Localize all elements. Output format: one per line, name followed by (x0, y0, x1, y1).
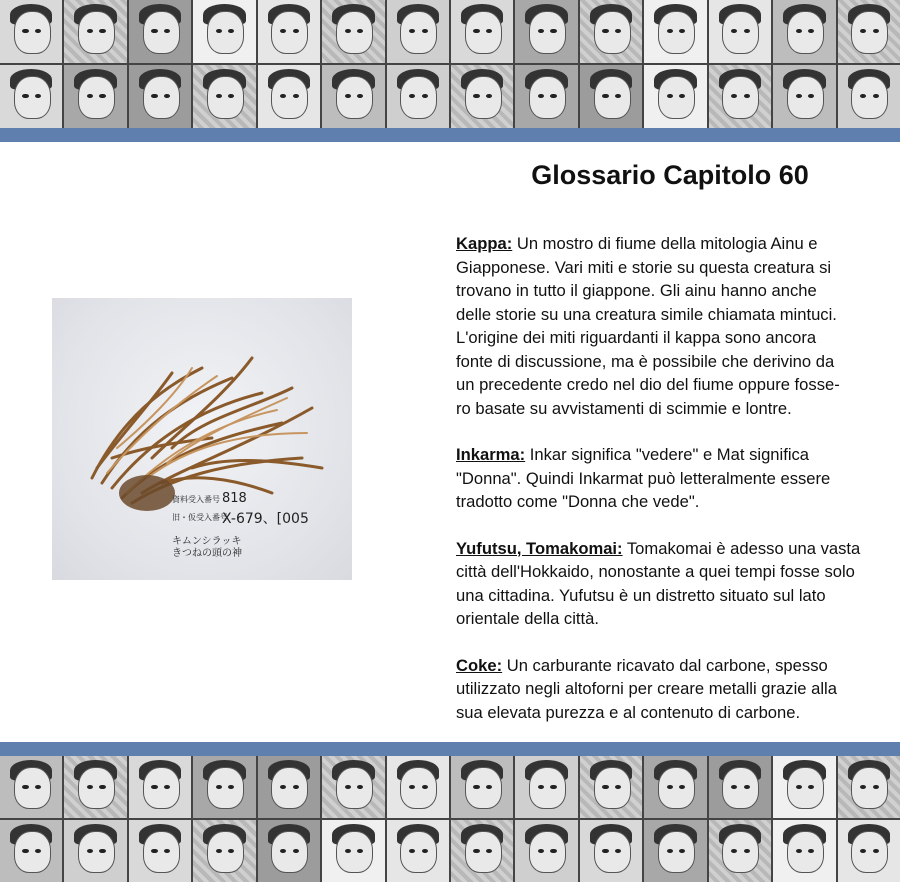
manga-panel-tile (709, 820, 771, 882)
manga-panel-tile (580, 0, 642, 63)
manga-panel-tile (773, 0, 835, 63)
artifact-value-receipt-number: 818 (222, 491, 247, 506)
manga-panel-tile (129, 0, 191, 63)
manga-panel-tile (193, 65, 255, 128)
glossary-list (456, 232, 892, 747)
manga-panel-tile (709, 0, 771, 63)
glossary-entry-yufutsu-tomakomai (456, 537, 892, 631)
manga-panel-tile (773, 820, 835, 882)
blue-divider-top (0, 128, 900, 142)
artifact-label-old-number: 旧・仮受入番号 (172, 513, 228, 522)
glossary-entry-inkarma (456, 443, 892, 514)
kimunshirakki-artifact-photo (52, 298, 352, 580)
manga-panel-tile (838, 756, 900, 818)
manga-panel-tile (515, 65, 577, 128)
manga-panel-tile (129, 65, 191, 128)
artifact-caption-meaning: きつねの頭の神 (172, 548, 242, 559)
manga-panel-tile (451, 756, 513, 818)
manga-panel-tile (0, 65, 62, 128)
manga-panel-tile (193, 756, 255, 818)
manga-panel-tile (709, 65, 771, 128)
manga-panel-tile (515, 820, 577, 882)
manga-panel-tile (451, 65, 513, 128)
glossary-term: Coke: (456, 655, 503, 675)
manga-panel-tile (64, 0, 126, 63)
manga-collage-banner-top (0, 0, 900, 128)
manga-panel-tile (644, 65, 706, 128)
manga-panel-tile (258, 820, 320, 882)
manga-panel-tile (838, 820, 900, 882)
manga-panel-tile (258, 756, 320, 818)
manga-panel-tile (387, 820, 449, 882)
manga-panel-tile (709, 756, 771, 818)
blue-divider-bottom (0, 742, 900, 756)
manga-panel-tile (129, 756, 191, 818)
manga-panel-tile (773, 756, 835, 818)
manga-panel-tile (387, 756, 449, 818)
manga-panel-tile (0, 820, 62, 882)
manga-panel-tile (322, 65, 384, 128)
artifact-caption-name: キムンシラッキ (172, 536, 242, 547)
manga-panel-tile (838, 0, 900, 63)
glossary-entry-coke (456, 654, 892, 725)
manga-panel-tile (580, 820, 642, 882)
manga-panel-tile (64, 820, 126, 882)
manga-collage-banner-bottom (0, 756, 900, 882)
manga-panel-tile (838, 65, 900, 128)
glossary-definition: Un mostro di fiume della mitologia Ainu e Giapponese. Vari miti e storie su questa creatura si trovano in tutto il giappone. Gli ainu hanno anche delle storie su una creatura simile chiamata mintuci. L'origine dei miti riguardanti il kappa sono ancora fonte di discussione, ma è possibile che derivino da un precedente credo nel dio del fiume oppure fosse- ro basate su avvistamenti di scimmie e lontre. (456, 234, 840, 418)
manga-panel-tile (258, 0, 320, 63)
artifact-value-old-number: X-679、[005 (222, 511, 309, 527)
page-title: Glossario Capitolo 60 (531, 160, 809, 190)
glossary-definition: Tomakomai è adesso una vasta città dell'Hokkaido, nonostante a quei tempi fosse solo una cittadina. Yufutsu è un distretto situato sul lato orientale della città. (456, 538, 861, 628)
manga-panel-tile (129, 820, 191, 882)
glossary-definition: Un carburante ricavato dal carbone, spesso utilizzato negli altoforni per creare metalli grazie alla sua elevata purezza e al contenuto di carbone. (456, 655, 837, 722)
artifact-label-receipt-number: 資料受入番号 (172, 495, 220, 504)
glossary-definition: Inkar significa "vedere" e Mat significa "Donna". Quindi Inkarmat può letteralmente essere tradotto come "Donna che vede". (456, 445, 831, 511)
manga-panel-tile (0, 756, 62, 818)
collage-grid (0, 756, 900, 882)
manga-panel-tile (580, 65, 642, 128)
manga-panel-tile (258, 65, 320, 128)
manga-panel-tile (451, 0, 513, 63)
manga-panel-tile (644, 820, 706, 882)
manga-panel-tile (322, 756, 384, 818)
manga-panel-tile (773, 65, 835, 128)
glossary-term: Inkarma: (456, 445, 526, 464)
glossary-term: Kappa: (456, 234, 513, 253)
manga-panel-tile (322, 820, 384, 882)
manga-panel-tile (64, 756, 126, 818)
manga-panel-tile (0, 0, 62, 63)
collage-grid (0, 0, 900, 128)
glossary-term: Yufutsu, Tomakomai: (456, 538, 623, 558)
manga-panel-tile (644, 0, 706, 63)
manga-panel-tile (451, 820, 513, 882)
manga-panel-tile (64, 65, 126, 128)
manga-panel-tile (644, 756, 706, 818)
manga-panel-tile (515, 756, 577, 818)
manga-panel-tile (322, 0, 384, 63)
manga-panel-tile (580, 756, 642, 818)
manga-panel-tile (515, 0, 577, 63)
manga-panel-tile (387, 0, 449, 63)
manga-panel-tile (193, 820, 255, 882)
glossary-entry-kappa (456, 232, 892, 420)
manga-panel-tile (193, 0, 255, 63)
manga-panel-tile (387, 65, 449, 128)
